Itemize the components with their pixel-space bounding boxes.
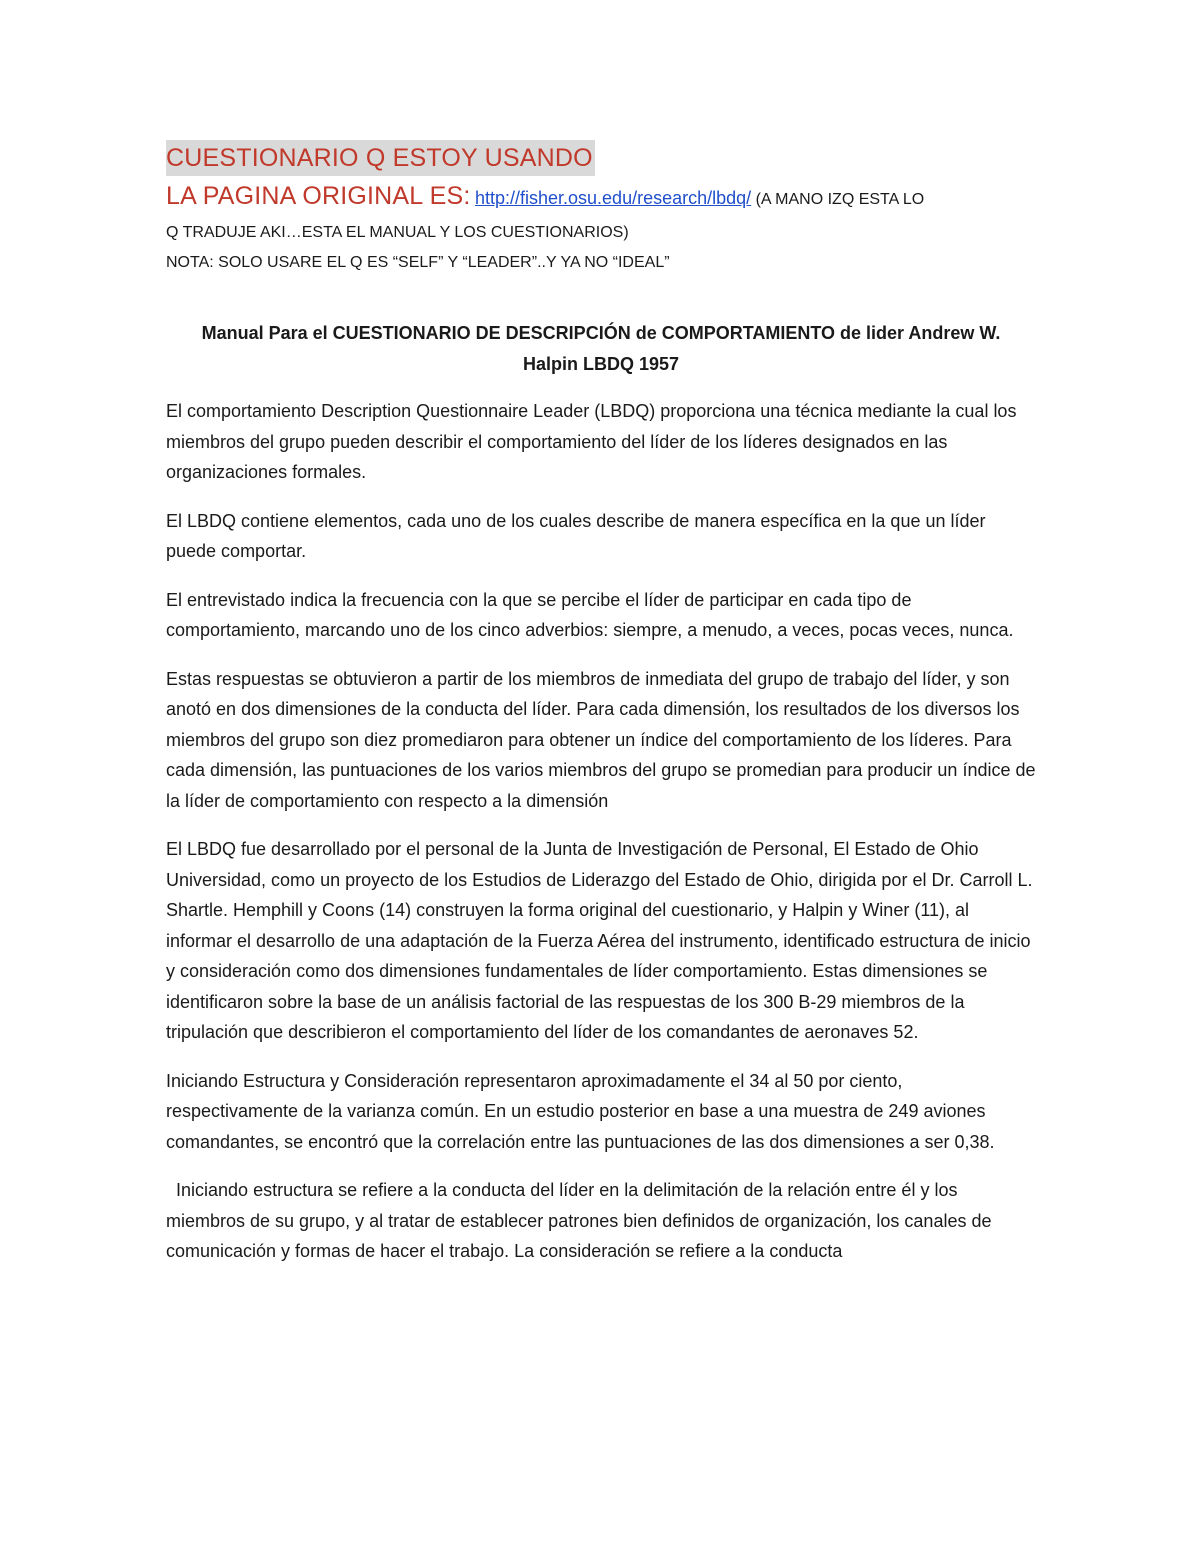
note-line-self-leader: NOTA: SOLO USARE EL Q ES “SELF” Y “LEADER”..Y YA NO “IDEAL” <box>166 254 670 271</box>
paragraph-frequency: El entrevistado indica la frecuencia con la que se percibe el líder de participar en cada tipo de comportamiento, marcando uno de los cinco adverbios: siempre, a menudo, a veces, pocas veces, nunca. <box>166 589 1014 640</box>
original-page-line <box>166 178 1036 218</box>
manual-heading <box>166 318 1036 380</box>
document-page <box>166 140 1036 1267</box>
page-title <box>166 140 1036 176</box>
paragraph-elements: El LBDQ contiene elementos, cada uno de los cuales describe de manera específica en la que un líder puede comportar. <box>166 510 986 561</box>
original-page-link[interactable]: http://fisher.osu.edu/research/lbdq/ <box>474 188 752 208</box>
paragraph-initiating-structure: Iniciando estructura se refiere a la conducta del líder en la delimitación de la relación entre él y los miembros de su grupo, y al tratar de establecer patrones bien definidos de organización, los canales de comunicación y formas de hacer el trabajo. La consideración se refiere a la conducta <box>166 1180 997 1261</box>
manual-heading-line-2: Halpin LBDQ 1957 <box>522 354 680 374</box>
title-highlight: CUESTIONARIO Q ESTOY USANDO <box>166 140 595 176</box>
manual-heading-line-1: Manual Para el CUESTIONARIO DE DESCRIPCIÓN de COMPORTAMIENTO de lider Andrew W. <box>201 323 1001 343</box>
paragraph-development: El LBDQ fue desarrollado por el personal de la Junta de Investigación de Personal, El Estado de Ohio Universidad, como un proyecto de los Estudios de Liderazgo del Estado de Ohio, dirigida por el Dr. Carroll L. Shartle. Hemphill y Coons (14) construyen la forma original del cuestionario, y Halpin y Winer (11), al informar el desarrollo de una adaptación de la Fuerza Aérea del instrumento, identificado estructura de inicio y consideración como dos dimensiones fundamentales de líder comportamiento. Estas dimensiones se identificaron sobre la base de un análisis factorial de las respuestas de los 300 B-29 miembros de la tripulación que describieron el comportamiento del líder de los comandantes de aeronaves 52. <box>166 839 1033 1042</box>
note-line-translation: Q TRADUJE AKI…ESTA EL MANUAL Y LOS CUESTIONARIOS) <box>166 224 629 241</box>
original-page-note: (A MANO IZQ ESTA LO <box>751 191 925 208</box>
original-page-label: LA PAGINA ORIGINAL ES: <box>166 182 471 210</box>
paragraph-responses: Estas respuestas se obtuvieron a partir de los miembros de inmediata del grupo de trabajo del líder, y son anotó en dos dimensiones de la conducta del líder. Para cada dimensión, los resultados de los diversos los miembros del grupo son diez promediaron para obtener un índice del comportamiento de los líderes. Para cada dimensión, las puntuaciones de los varios miembros del grupo se promedian para producir un índice de la líder de comportamiento con respecto a la dimensión <box>166 668 1036 811</box>
paragraph-intro: El comportamiento Description Questionnaire Leader (LBDQ) proporciona una técnica mediante la cual los miembros del grupo pueden describir el comportamiento del líder de los líderes designados en las organizaciones formales. <box>166 401 1017 482</box>
paragraph-variance: Iniciando Estructura y Consideración representaron aproximadamente el 34 al 50 por ciento, respectivamente de la varianza común. En un estudio posterior en base a una muestra de 249 aviones comandantes, se encontró que la correlación entre las puntuaciones de las dos dimensiones a ser 0,38. <box>166 1070 995 1152</box>
